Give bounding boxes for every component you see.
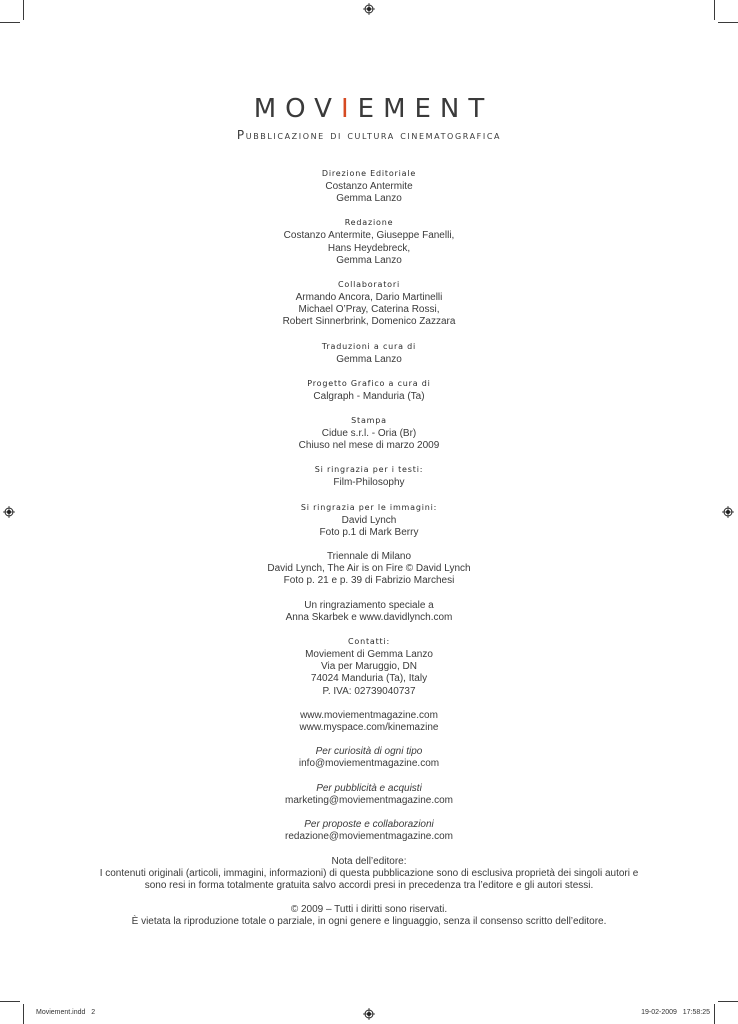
credit-line: Chiuso nel mese di marzo 2009 — [298, 440, 440, 452]
credit-line: Michael O’Pray, Caterina Rossi, — [298, 304, 440, 316]
credit-line: Costanzo Antermite, Giuseppe Fanelli, — [283, 230, 455, 242]
credit-heading: Si ringrazia per le immagini: — [300, 502, 438, 512]
redazione-email-link[interactable]: redazione@moviementmagazine.com — [284, 831, 453, 843]
credit-line: Gemma Lanzo — [336, 254, 402, 266]
credit-block-triennale — [0, 551, 738, 588]
crop-mark — [718, 1001, 738, 1002]
credit-block-curiosita — [0, 746, 738, 770]
crop-mark — [718, 22, 738, 23]
crop-mark — [0, 1001, 20, 1002]
credit-heading: Contatti: — [348, 637, 390, 647]
print-timestamp: 19-02-2009 17:58:25 — [641, 1009, 710, 1016]
credit-line: Moviement di Gemma Lanzo — [305, 649, 433, 661]
credit-block-proposte — [0, 819, 738, 843]
credit-line: Hans Heydebreck, — [327, 242, 411, 254]
contact-label: Per curiosità di ogni tipo — [315, 746, 423, 758]
registration-mark-icon — [363, 3, 375, 15]
registration-mark-icon — [363, 1008, 375, 1020]
credit-line: Gemma Lanzo — [336, 353, 402, 365]
crop-mark — [23, 1004, 24, 1024]
magazine-subtitle: Pubblicazione di cultura cinematografica — [236, 128, 502, 142]
credit-heading: Stampa — [351, 416, 387, 426]
credit-line: Robert Sinnerbrink, Domenico Zazzara — [282, 316, 456, 328]
crop-mark — [23, 0, 24, 20]
myspace-link[interactable]: www.myspace.com/kinemazine — [299, 722, 439, 734]
credit-block-redazione — [0, 217, 738, 267]
credit-line: Un ringraziamento speciale a — [304, 599, 434, 611]
credit-line: P. IVA: 02739040737 — [322, 685, 416, 697]
contact-label: Per proposte e collaborazioni — [304, 819, 434, 831]
credit-block-ringraziamento — [0, 600, 738, 624]
credit-line: Film-Philosophy — [333, 477, 405, 489]
credit-line: Via per Maruggio, DN — [321, 661, 417, 673]
contact-label: Per pubblicità e acquisti — [316, 782, 422, 794]
credit-line: 74024 Manduria (Ta), Italy — [310, 673, 428, 685]
credit-line: Foto p. 21 e p. 39 di Fabrizio Marchesi — [283, 575, 455, 587]
magazine-title: MOVIEMENT — [253, 94, 494, 124]
title-accent-letter: I — [340, 94, 358, 124]
credit-block-web — [0, 710, 738, 734]
credit-heading: Si ringrazia per i testi: — [314, 465, 424, 475]
credit-line: David Lynch, The Air is on Fire © David Lynch — [267, 563, 471, 575]
credit-line: Gemma Lanzo — [336, 193, 402, 205]
editor-note-text: sono resi in forma totalmente gratuita salvo accordi presi in precedenza tra l’editore e gli autori stessi. — [144, 879, 594, 891]
masthead — [0, 94, 738, 124]
credit-heading: Redazione — [344, 218, 394, 228]
credits-column — [0, 168, 738, 941]
credit-block-collaboratori — [0, 279, 738, 329]
credit-heading: Progetto Grafico a cura di — [307, 378, 431, 388]
credit-line: Foto p.1 di Mark Berry — [319, 526, 419, 538]
credit-line: Armando Ancora, Dario Martinelli — [295, 292, 443, 304]
copyright-text: È vietata la riproduzione totale o parziale, in ogni genere e linguaggio, senza il consenso scritto dell’editore. — [131, 916, 607, 928]
credit-block-contatti — [0, 636, 738, 698]
editor-note — [0, 856, 738, 893]
credit-block-immagini — [0, 502, 738, 539]
credit-block-stampa — [0, 415, 738, 452]
credit-heading: Traduzioni a cura di — [321, 341, 417, 351]
credit-block-testi — [0, 464, 738, 489]
crop-mark — [714, 1004, 715, 1024]
editor-note-text: I contenuti originali (articoli, immagini, informazioni) di questa pubblicazione sono di esclusiva proprietà dei singoli autori e — [99, 867, 639, 879]
marketing-email-link[interactable]: marketing@moviementmagazine.com — [285, 794, 453, 806]
copyright-notice — [0, 904, 738, 928]
credit-line: Triennale di Milano — [326, 551, 412, 563]
credit-heading: Direzione Editoriale — [321, 169, 417, 178]
crop-mark — [714, 0, 715, 20]
credit-line: Costanzo Antermite — [325, 181, 413, 192]
credit-block-progetto-grafico — [0, 378, 738, 403]
website-link[interactable]: www.moviementmagazine.com — [300, 709, 438, 721]
credit-block-pubblicita — [0, 783, 738, 807]
credit-block-direzione — [0, 168, 738, 205]
credit-line: Cidue s.r.l. - Oria (Br) — [321, 428, 417, 440]
credit-line: David Lynch — [341, 514, 397, 526]
credit-line: Anna Skarbek e www.davidlynch.com — [285, 611, 453, 623]
file-slug: Moviement.indd 2 — [36, 1009, 96, 1016]
credit-block-traduzioni — [0, 341, 738, 366]
crop-mark — [0, 22, 20, 23]
info-email-link[interactable]: info@moviementmagazine.com — [298, 758, 440, 770]
copyright-text: © 2009 – Tutti i diritti sono riservati. — [290, 904, 448, 916]
editor-note-label: Nota dell’editore: — [331, 855, 407, 867]
credit-heading: Collaboratori — [338, 280, 400, 290]
credit-line: Calgraph - Manduria (Ta) — [313, 390, 425, 402]
